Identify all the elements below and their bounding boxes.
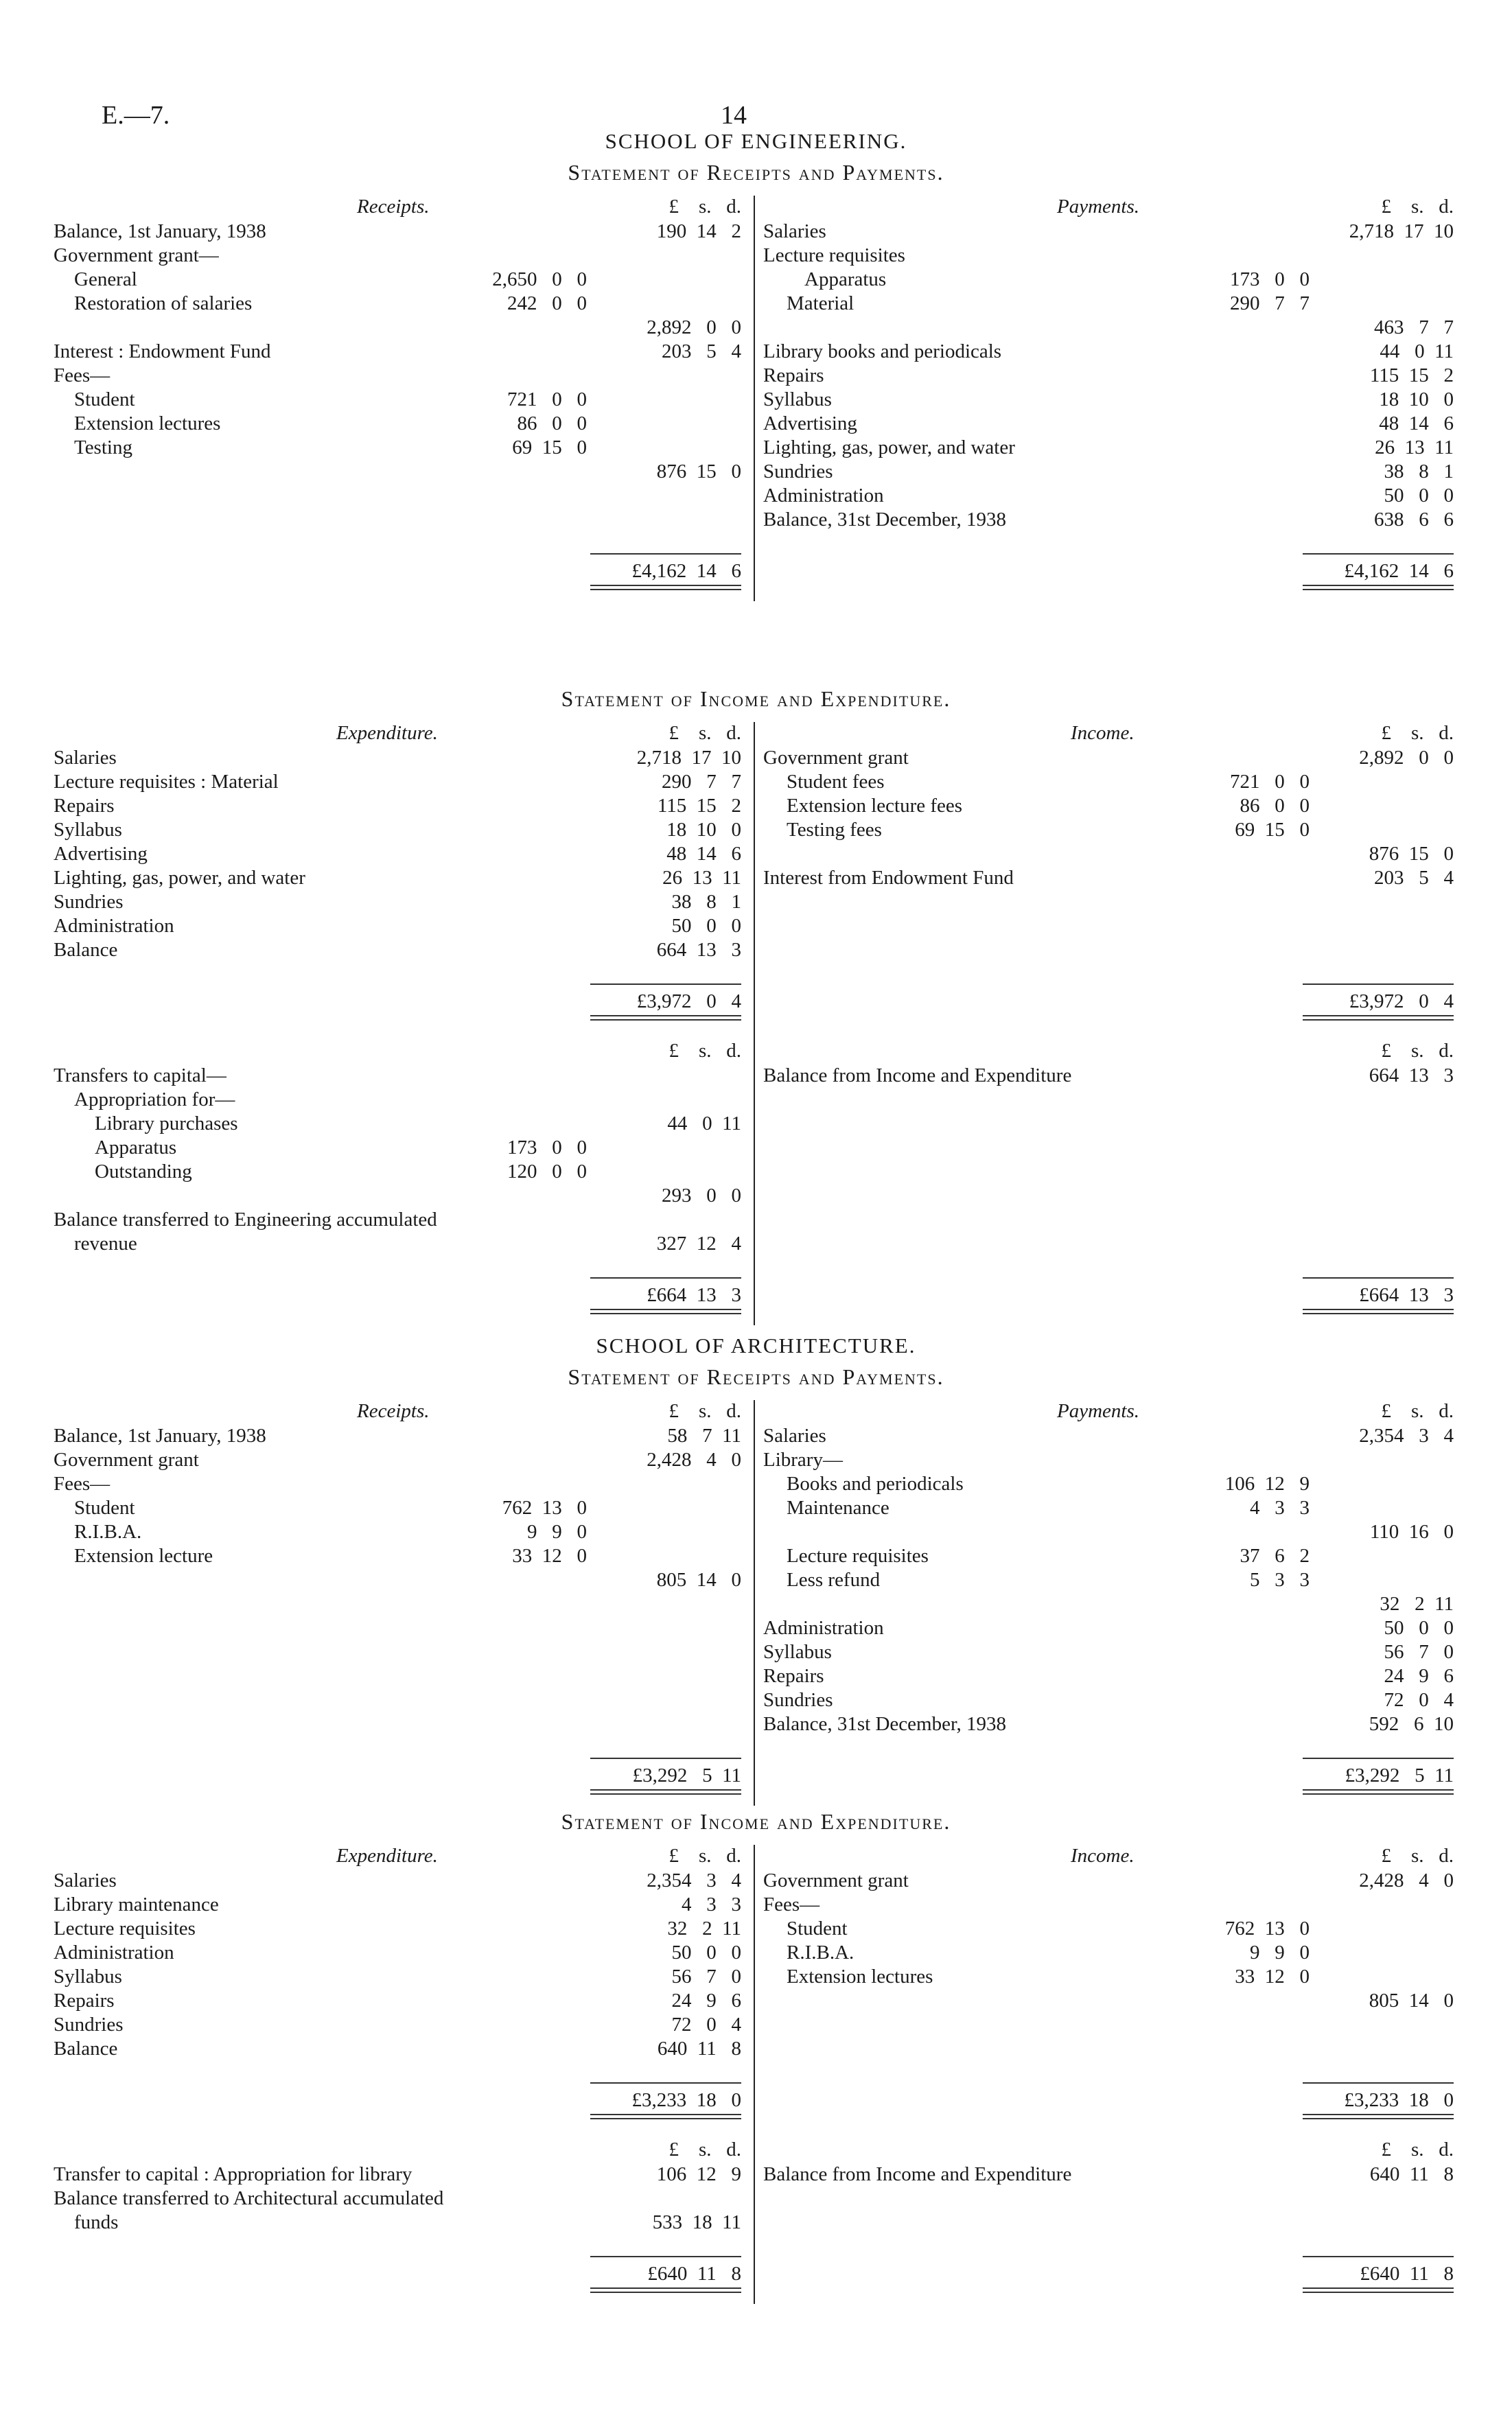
row-label: Balance: [54, 2038, 118, 2060]
row-label: Less refund: [787, 1569, 881, 1591]
row-subamount: 9 9 0: [527, 1521, 587, 1543]
row-label: Appropriation for—: [74, 1088, 235, 1110]
rule-line: [1303, 983, 1454, 985]
row-subamount: 33 12 0: [512, 1545, 587, 1567]
row-amount: 805 14 0: [656, 1569, 741, 1591]
row-label: Administration: [763, 485, 884, 506]
total-amount: £3,233 18 0: [1344, 2089, 1454, 2111]
lsd-head: £ s. d.: [668, 196, 741, 218]
row-amount: 48 14 6: [666, 843, 741, 865]
row-label: Lighting, gas, power, and water: [54, 867, 305, 889]
row-amount: 24 9 6: [671, 1990, 741, 2012]
row-label: Apparatus: [95, 1137, 177, 1158]
row-amount: 50 0 0: [671, 1942, 741, 1964]
rule-line: [1303, 1793, 1454, 1795]
row-label: funds: [74, 2211, 119, 2233]
row-label: Student: [787, 1918, 848, 1940]
row-label: Balance, 1st January, 1938: [54, 220, 266, 242]
row-amount: 533 18 11: [652, 2211, 741, 2233]
rule-line: [590, 2082, 741, 2084]
row-label: Lighting, gas, power, and water: [763, 436, 1015, 458]
row-subamount: 69 15 0: [512, 436, 587, 458]
right-column-head: Income.: [1071, 722, 1135, 744]
row-amount: 664 13 3: [1369, 1064, 1454, 1086]
row-label: Student fees: [787, 771, 885, 793]
row-amount: 48 14 6: [1379, 412, 1454, 434]
row-amount: 32 2 11: [1380, 1593, 1454, 1615]
row-label: Books and periodicals: [787, 1473, 964, 1495]
row-label: R.I.B.A.: [787, 1942, 854, 1964]
row-subamount: 33 12 0: [1235, 1966, 1310, 1988]
page-ref: E.—7.: [102, 101, 170, 130]
rule-line: [1303, 553, 1454, 555]
rule-line: [1303, 2118, 1454, 2119]
row-label: Interest : Endowment Fund: [54, 340, 271, 362]
row-subamount: 37 6 2: [1240, 1545, 1310, 1567]
row-label: Advertising: [763, 412, 857, 434]
total-amount: £4,162 14 6: [1344, 560, 1454, 582]
rule-line: [1303, 2256, 1454, 2257]
row-subamount: 9 9 0: [1250, 1942, 1310, 1964]
row-label: Administration: [54, 1942, 174, 1964]
row-subamount: 173 0 0: [1230, 268, 1310, 290]
lsd-head: £ s. d.: [1381, 1400, 1454, 1422]
school-title: SCHOOL OF ARCHITECTURE.: [596, 1334, 916, 1358]
rule-line: [590, 585, 741, 586]
row-amount: 327 12 4: [656, 1233, 741, 1255]
row-label: Lecture requisites : Material: [54, 771, 279, 793]
school-title: SCHOOL OF ENGINEERING.: [605, 129, 907, 153]
row-label: General: [74, 268, 137, 290]
total-amount: £640 11 8: [647, 2263, 741, 2285]
lsd-head: £ s. d.: [1381, 1845, 1454, 1867]
row-label: Sundries: [54, 2014, 124, 2036]
row-amount: 203 5 4: [1374, 867, 1454, 889]
total-amount: £3,292 5 11: [1345, 1765, 1454, 1786]
row-label: Extension lecture: [74, 1545, 213, 1567]
left-column-head: Receipts.: [357, 196, 430, 218]
row-amount: 72 0 4: [1384, 1689, 1454, 1711]
row-label: Sundries: [54, 891, 124, 913]
row-amount: 115 15 2: [1369, 364, 1454, 386]
rule-line: [1303, 589, 1454, 590]
total-amount: £664 13 3: [647, 1284, 741, 1306]
row-label: Library—: [763, 1449, 843, 1471]
row-label: Government grant: [54, 1449, 199, 1471]
rule-line: [590, 553, 741, 555]
row-label: Interest from Endowment Fund: [763, 867, 1014, 889]
row-label: Lecture requisites: [54, 1918, 196, 1940]
total-amount: £4,162 14 6: [631, 560, 741, 582]
row-label: Transfers to capital—: [54, 1064, 226, 1086]
row-label: Library maintenance: [54, 1894, 219, 1916]
row-amount: 44 0 11: [1380, 340, 1454, 362]
row-label: Balance from Income and Expenditure: [763, 2163, 1072, 2185]
row-label: Balance, 31st December, 1938: [763, 1713, 1006, 1735]
statement-title: Statement of Income and Expenditure.: [561, 1809, 951, 1834]
rule-line: [590, 1019, 741, 1021]
row-subamount: 86 0 0: [1240, 795, 1310, 817]
lsd-head: £ s. d.: [1381, 2139, 1454, 2161]
row-amount: 2,428 4 0: [647, 1449, 741, 1471]
lsd-head: £ s. d.: [668, 2139, 741, 2161]
rule-line: [590, 2118, 741, 2119]
row-label: Salaries: [54, 747, 117, 769]
lsd-head: £ s. d.: [1381, 196, 1454, 218]
rule-line: [1303, 2082, 1454, 2084]
row-subamount: 4 3 3: [1250, 1497, 1310, 1519]
row-subamount: 762 13 0: [1224, 1918, 1310, 1940]
rule-line: [590, 1277, 741, 1279]
row-label: Lecture requisites: [763, 244, 905, 266]
row-label: Fees—: [763, 1894, 820, 1916]
row-amount: 4 3 3: [682, 1894, 741, 1916]
row-label: Student: [74, 388, 135, 410]
row-label: Government grant—: [54, 244, 219, 266]
row-subamount: 762 13 0: [502, 1497, 587, 1519]
row-subamount: 721 0 0: [1230, 771, 1310, 793]
row-label: Balance, 31st December, 1938: [763, 509, 1006, 531]
row-label: Extension lectures: [74, 412, 221, 434]
rule-line: [1303, 2292, 1454, 2293]
row-label: Apparatus: [804, 268, 887, 290]
row-label: Balance from Income and Expenditure: [763, 1064, 1072, 1086]
row-amount: 2,718 17 10: [1349, 220, 1454, 242]
row-label: Syllabus: [54, 1966, 122, 1988]
left-column-head: Expenditure.: [336, 722, 438, 744]
row-amount: 876 15 0: [656, 461, 741, 482]
rule-line: [590, 1313, 741, 1314]
row-amount: 44 0 11: [667, 1113, 741, 1134]
row-label: Testing: [74, 436, 132, 458]
row-label: Material: [787, 292, 854, 314]
row-amount: 190 14 2: [656, 220, 741, 242]
row-amount: 50 0 0: [1384, 485, 1454, 506]
row-label: Lecture requisites: [787, 1545, 929, 1567]
rule-line: [590, 1015, 741, 1016]
row-amount: 38 8 1: [671, 891, 741, 913]
row-label: Salaries: [763, 220, 826, 242]
row-amount: 56 7 0: [1384, 1641, 1454, 1663]
row-amount: 50 0 0: [1384, 1617, 1454, 1639]
row-subamount: 242 0 0: [507, 292, 587, 314]
rule-line: [590, 2114, 741, 2115]
lsd-head: £ s. d.: [668, 1040, 741, 1062]
left-column-head: Receipts.: [357, 1400, 430, 1422]
row-amount: 58 7 11: [667, 1425, 741, 1447]
row-label: Balance transferred to Engineering accumulated: [54, 1209, 437, 1231]
row-amount: 18 10 0: [666, 819, 741, 841]
row-amount: 110 16 0: [1369, 1521, 1454, 1543]
row-label: R.I.B.A.: [74, 1521, 142, 1543]
statement-title: Statement of Income and Expenditure.: [561, 686, 951, 711]
row-amount: 592 6 10: [1369, 1713, 1454, 1735]
row-subamount: 5 3 3: [1250, 1569, 1310, 1591]
row-label: Government grant: [763, 747, 909, 769]
rule-line: [590, 589, 741, 590]
row-amount: 56 7 0: [671, 1966, 741, 1988]
rule-line: [590, 2256, 741, 2257]
total-amount: £3,972 0 4: [636, 990, 741, 1012]
row-label: Outstanding: [95, 1161, 192, 1183]
lsd-head: £ s. d.: [1381, 1040, 1454, 1062]
rule-line: [1303, 1019, 1454, 1021]
row-amount: 50 0 0: [671, 915, 741, 937]
rule-line: [1303, 1309, 1454, 1310]
row-label: Balance: [54, 939, 118, 961]
row-label: Salaries: [763, 1425, 826, 1447]
row-amount: 805 14 0: [1369, 1990, 1454, 2012]
total-amount: £3,972 0 4: [1349, 990, 1454, 1012]
row-label: Salaries: [54, 1870, 117, 1891]
row-label: revenue: [74, 1233, 137, 1255]
row-amount: 203 5 4: [662, 340, 741, 362]
row-amount: 293 0 0: [662, 1185, 741, 1207]
row-amount: 2,428 4 0: [1359, 1870, 1454, 1891]
total-amount: £3,292 5 11: [632, 1765, 741, 1786]
row-amount: 2,892 0 0: [1359, 747, 1454, 769]
row-label: Transfer to capital : Appropriation for library: [54, 2163, 412, 2185]
row-label: Repairs: [763, 1665, 824, 1687]
row-label: Syllabus: [763, 1641, 832, 1663]
right-column-head: Payments.: [1057, 196, 1139, 218]
row-amount: 876 15 0: [1369, 843, 1454, 865]
row-amount: 26 13 11: [662, 867, 741, 889]
lsd-head: £ s. d.: [1381, 722, 1454, 744]
total-amount: £664 13 3: [1359, 1284, 1454, 1306]
column-divider: [754, 196, 755, 601]
rule-line: [590, 1758, 741, 1759]
lsd-head: £ s. d.: [668, 1400, 741, 1422]
column-divider: [754, 1845, 755, 2304]
row-subamount: 69 15 0: [1235, 819, 1310, 841]
row-label: Repairs: [54, 1990, 115, 2012]
row-amount: 26 13 11: [1375, 436, 1454, 458]
row-label: Administration: [763, 1617, 884, 1639]
row-amount: 2,718 17 10: [636, 747, 741, 769]
lsd-head: £ s. d.: [668, 1845, 741, 1867]
page-number: 14: [721, 101, 747, 130]
row-label: Sundries: [763, 461, 833, 482]
row-amount: 640 11 8: [657, 2038, 741, 2060]
right-column-head: Payments.: [1057, 1400, 1139, 1422]
row-amount: 106 12 9: [656, 2163, 741, 2185]
row-amount: 290 7 7: [662, 771, 741, 793]
row-label: Fees—: [54, 1473, 111, 1495]
row-amount: 115 15 2: [657, 795, 741, 817]
row-label: Maintenance: [787, 1497, 889, 1519]
row-label: Fees—: [54, 364, 111, 386]
row-amount: 32 2 11: [667, 1918, 741, 1940]
row-label: Library purchases: [95, 1113, 238, 1134]
rule-line: [1303, 1313, 1454, 1314]
row-label: Repairs: [763, 364, 824, 386]
row-amount: 638 6 6: [1374, 509, 1454, 531]
rule-line: [1303, 2287, 1454, 2289]
row-subamount: 86 0 0: [517, 412, 587, 434]
row-amount: 18 10 0: [1379, 388, 1454, 410]
rule-line: [590, 983, 741, 985]
row-label: Testing fees: [787, 819, 882, 841]
rule-line: [1303, 1758, 1454, 1759]
row-label: Government grant: [763, 1870, 909, 1891]
row-label: Administration: [54, 915, 174, 937]
left-column-head: Expenditure.: [336, 1845, 438, 1867]
rule-line: [590, 2292, 741, 2293]
rule-line: [590, 1789, 741, 1791]
row-amount: 2,354 3 4: [647, 1870, 741, 1891]
right-column-head: Income.: [1071, 1845, 1135, 1867]
rule-line: [590, 2287, 741, 2289]
row-amount: 2,354 3 4: [1359, 1425, 1454, 1447]
row-amount: 24 9 6: [1384, 1665, 1454, 1687]
rule-line: [1303, 1789, 1454, 1791]
total-amount: £3,233 18 0: [631, 2089, 741, 2111]
row-label: Syllabus: [763, 388, 832, 410]
row-subamount: 120 0 0: [507, 1161, 587, 1183]
row-label: Extension lectures: [787, 1966, 933, 1988]
row-amount: 72 0 4: [671, 2014, 741, 2036]
row-label: Advertising: [54, 843, 148, 865]
rule-line: [1303, 1277, 1454, 1279]
column-divider: [754, 1400, 755, 1806]
row-amount: 640 11 8: [1369, 2163, 1454, 2185]
row-label: Library books and periodicals: [763, 340, 1002, 362]
row-label: Extension lecture fees: [787, 795, 963, 817]
row-label: Balance transferred to Architectural accumulated: [54, 2187, 444, 2209]
row-subamount: 721 0 0: [507, 388, 587, 410]
rule-line: [1303, 1015, 1454, 1016]
statement-title: Statement of Receipts and Payments.: [568, 160, 944, 185]
row-amount: 38 8 1: [1384, 461, 1454, 482]
rule-line: [1303, 585, 1454, 586]
row-subamount: 106 12 9: [1224, 1473, 1310, 1495]
row-label: Balance, 1st January, 1938: [54, 1425, 266, 1447]
column-divider: [754, 722, 755, 1325]
row-amount: 463 7 7: [1374, 316, 1454, 338]
rule-line: [590, 1793, 741, 1795]
row-subamount: 2,650 0 0: [492, 268, 587, 290]
row-amount: 664 13 3: [656, 939, 741, 961]
row-label: Sundries: [763, 1689, 833, 1711]
row-subamount: 173 0 0: [507, 1137, 587, 1158]
total-amount: £640 11 8: [1360, 2263, 1454, 2285]
row-label: Student: [74, 1497, 135, 1519]
row-label: Repairs: [54, 795, 115, 817]
row-amount: 2,892 0 0: [647, 316, 741, 338]
rule-line: [1303, 2114, 1454, 2115]
row-label: Syllabus: [54, 819, 122, 841]
statement-title: Statement of Receipts and Payments.: [568, 1364, 944, 1389]
row-label: Restoration of salaries: [74, 292, 253, 314]
rule-line: [590, 1309, 741, 1310]
row-subamount: 290 7 7: [1230, 292, 1310, 314]
lsd-head: £ s. d.: [668, 722, 741, 744]
